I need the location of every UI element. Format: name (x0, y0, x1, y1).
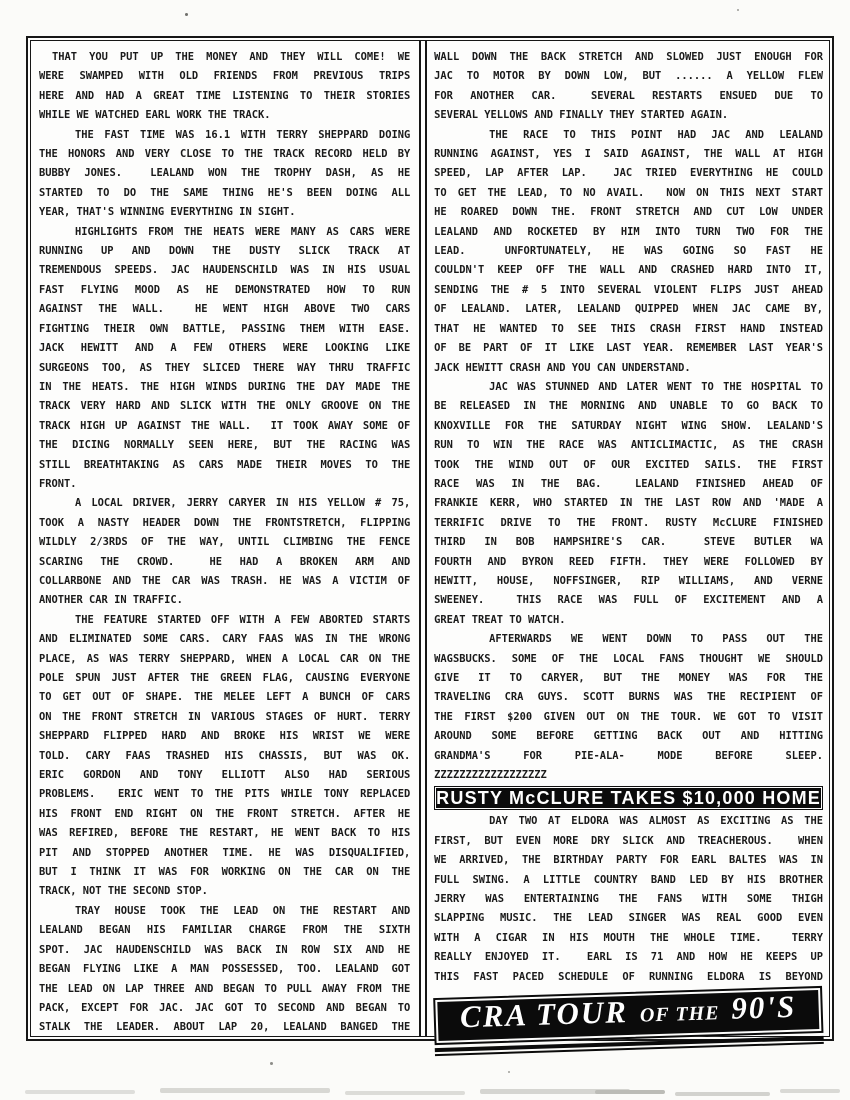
text-line: THE FAST TIME WAS 16.1 WITH TERRY SHEPPARD DOING (75, 128, 411, 141)
text-line: HE ROARED DOWN THE. FRONT STRETCH AND CUT LOW UNDER (434, 206, 823, 219)
text-line: HERE AND HAD A GREAT TIME LISTENING TO THEIR STORIES (39, 89, 411, 102)
text-line: WAGSBUCKS. SOME OF THE LOCAL FANS THOUGHT WE SHOULD (434, 652, 823, 665)
text-line: BEGAN FLYING LIKE A MAN POSSESSED, TOO. LEALAND GOT (39, 963, 411, 976)
scan-smudge (780, 1089, 840, 1093)
text-line: THE LEAD ON LAP THREE AND BEGAN TO PULL AWAY FROM THE (39, 982, 411, 995)
scan-dot (508, 1071, 510, 1073)
text-line: GIVE IT TO CARYER, BUT THE MONEY WAS FOR THE (434, 672, 823, 684)
text-line: WHILE WE WATCHED EARL WORK THE TRACK. (39, 109, 271, 122)
masthead-text-of-the: OF THE (639, 1002, 721, 1027)
text-line: TRAY HOUSE TOOK THE LEAD ON THE RESTART AND (75, 904, 411, 917)
masthead-border (433, 986, 823, 1045)
text-line: TO GET THE LEAD, TO NO AVAIL. NOW ON THIS NEXT START (434, 186, 823, 199)
text-line: FOR ANOTHER CAR. SEVERAL RESTARTS ENSUED DUE TO (434, 89, 823, 102)
text-line: SHEPPARD FLIPPED HARD AND BROKE HIS WRIST WE WERE (39, 730, 411, 743)
cra-tour-masthead (433, 986, 823, 1056)
text-line: WAS REFIRED, BEFORE THE RESTART, HE WENT BACK TO HIS (39, 827, 411, 840)
text-line: TREMENDOUS SPEEDS. JAC HAUDENSCHILD WAS IN HIS USUAL (39, 264, 411, 277)
text-line: JACK HEWITT AND A FEW OTHERS WERE LOOKING LIKE (39, 342, 411, 355)
text-line: TRACK, NOT THE SECOND STOP. (39, 885, 208, 898)
text-line: AND ELIMINATED SOME CARS. CARY FAAS WAS IN THE WRONG (39, 633, 411, 646)
text-line: TRACK VERY HARD AND SLICK WITH THE ONLY GROOVE ON THE (39, 400, 411, 413)
text-line: YEAR, THAT'S WINNING EVERYTHING IN SIGHT. (39, 206, 296, 219)
text-line: PLACE, AS WAS TERRY SHEPPARD, WHEN A LOCAL CAR ON THE (39, 652, 411, 665)
masthead-text-90s: 90'S (730, 988, 797, 1026)
text-line: FIGHTING THEIR OWN BATTLE, PASSING THEM WITH EASE. (39, 322, 411, 335)
text-line: THIS FAST PACED SCHEDULE OF RUNNING ELDORA IS BEYOND (434, 970, 823, 983)
masthead-band (437, 990, 819, 1041)
text-line: JAC TO MOTOR BY DOWN LOW, BUT ...... A YELLOW FLEW (434, 70, 823, 83)
text-line: LEALAND BEGAN HIS FAMILIAR CHARGE FROM THE SIXTH (39, 924, 411, 937)
scan-smudge (160, 1088, 330, 1093)
text-line: THE FEATURE STARTED OFF WITH A FEW ABORTED STARTS (75, 613, 411, 626)
scan-smudge (25, 1090, 135, 1094)
text-line: STILL BREATHTAKING AS CARS MADE THEIR MOVES TO THE (39, 458, 411, 471)
text-line: PACK, EXCEPT FOR JAC. JAC GOT TO SECOND AND BEGAN TO (39, 1001, 411, 1014)
text-line: HIGHLIGHTS FROM THE HEATS WERE MANY AS CARS WERE (75, 225, 411, 238)
text-line: KNOXVILLE FOR THE SATURDAY NIGHT WING SHOW. LEALAND'S (434, 419, 823, 432)
text-line: OF BE PART OF IT LIKE LAST YEAR. REMEMBER LAST YEAR'S (434, 342, 823, 355)
text-line: FOURTH AND BYRON REED FIFTH. THEY WERE FOLLOWED BY (434, 555, 823, 568)
text-line: COULDN'T KEEP OFF THE WALL AND CRASHED HARD INTO IT, (434, 264, 823, 277)
text-line: SENDING THE # 5 INTO SEVERAL VIOLENT FLIPS JUST AHEAD (434, 283, 823, 296)
scan-dot (270, 1062, 273, 1065)
text-line: RUNNING AGAINST, YES I SAID AGAINST, THE WALL AT HIGH (434, 148, 823, 161)
text-line: GRANDMA'S FOR PIE-ALA- MODE BEFORE SLEEP. (434, 749, 823, 762)
text-line: SLAPPING MUSIC. THE LEAD SINGER WAS REAL GOOD EVEN (434, 912, 823, 925)
text-line: SWEENEY. THIS RACE WAS FULL OF EXCITEMENT AND A (434, 594, 823, 607)
text-line: HIS FRONT END RIGHT ON THE FRONT STRETCH. AFTER HE (39, 807, 411, 820)
text-line: JERRY WAS ENTERTAINING THE FANS WITH SOME THIGH (434, 893, 823, 906)
text-line: POLE SPUN JUST AFTER THE GREEN FLAG, CAUSING EVERYONE (39, 672, 411, 684)
frame-inner (30, 40, 830, 1037)
text-line: SCARING THE CROWD. HE HAD A BROKEN ARM AND (39, 555, 411, 568)
text-line: ZZZZZZZZZZZZZZZZZZ (434, 769, 547, 782)
masthead-text-cra-tour: CRA TOUR (459, 994, 629, 1035)
text-line: SPEED, LAP AFTER LAP. JAC TRIED EVERYTHING HE COULD (434, 167, 823, 180)
text-line: IN THE HEATS. THE HIGH WINDS DURING THE DAY MADE THE (39, 380, 411, 393)
text-line: RACE WAS IN THE BAG. LEALAND FINISHED AHEAD OF (434, 477, 823, 490)
text-line: SPOT. JAC HAUDENSCHILD WAS BACK IN ROW SIX AND HE (39, 943, 411, 956)
text-line: HEWITT, HOUSE, NOFFSINGER, RIP WILLIAMS, AND VERNE (434, 574, 823, 587)
text-line: JAC WAS STUNNED AND LATER WENT TO THE HOSPITAL TO (489, 380, 823, 393)
text-line: FAST FLYING MOOD AS HE DEMONSTRATED HOW TO RUN (39, 283, 411, 296)
text-line: COLLARBONE AND THE CAR WAS TRASH. HE WAS A VICTIM OF (39, 574, 411, 587)
text-line: OF LEALAND. LATER, LEALAND QUIPPED WHEN JAC CAME BY, (434, 303, 823, 316)
right-column-text-top (434, 48, 823, 785)
text-line: SEVERAL YELLOWS AND FINALLY THEY STARTED AGAIN. (434, 109, 729, 122)
text-line: LEALAND AND ROCKETED BY HIM INTO TURN TWO FOR THE (434, 225, 823, 238)
text-line: LEAD. UNFORTUNATELY, HE WAS GOING SO FAST HE (434, 245, 823, 258)
text-line: BE RELEASED IN THE MORNING AND UNABLE TO GO BACK TO (434, 400, 823, 413)
scan-smudge (345, 1091, 465, 1095)
column-divider (419, 41, 427, 1036)
text-line: STALK THE LEADER. ABOUT LAP 20, LEALAND BANGED THE (39, 1021, 411, 1034)
text-line: FIRST, BUT EVEN MORE DRY SLICK AND TREACHEROUS. WHEN (434, 834, 823, 847)
text-line: PROBLEMS. ERIC WENT TO THE PITS WHILE TONY REPLACED (39, 788, 411, 801)
text-line: TRACK HIGH UP AGAINST THE WALL. IT TOOK AWAY SOME OF (39, 419, 411, 432)
text-line: SURGEONS TOO, AS THEY SLICED THERE WAY THRU TRAFFIC (39, 361, 411, 374)
text-line: TOOK A NASTY HEADER DOWN THE FRONTSTRETCH, FLIPPING (39, 516, 411, 529)
text-line: AGAINST THE WALL. HE WENT HIGH ABOVE TWO CARS (39, 303, 411, 316)
headline-banner (434, 786, 823, 810)
text-line: THE FIRST $200 GIVEN OUT ON THE TOUR. WE GOT TO VISIT (434, 710, 823, 723)
text-line: ERIC GORDON AND TONY ELLIOTT ALSO HAD SERIOUS (39, 769, 411, 782)
right-column-text-bottom (434, 812, 823, 987)
text-line: THAT HE WANTED TO SEE THIS CRASH FIRST HAND INSTEAD (434, 322, 823, 335)
text-line: WE ARRIVED, THE BIRTHDAY PARTY FOR EARL BALTES WAS IN (434, 854, 823, 867)
text-line: RUNNING UP AND DOWN THE DUSTY SLICK TRACK AT (39, 245, 411, 258)
scan-dot (185, 13, 188, 16)
text-line: TOLD. CARY FAAS TRASHED HIS CHASSIS, BUT WAS OK. (39, 749, 411, 762)
text-line: JACK HEWITT CRASH AND YOU CAN UNDERSTAND. (434, 361, 691, 374)
text-line: DAY TWO AT ELDORA WAS ALMOST AS EXCITING AS THE (489, 815, 823, 828)
page-frame (26, 36, 834, 1041)
left-column-text (31, 41, 419, 1036)
text-line: THIRD IN BOB HAMPSHIRE'S CAR. STEVE BUTLER WA (434, 536, 823, 549)
text-line: STARTED TO DO THE SAME THING HE'S BEEN DOING ALL (39, 186, 411, 199)
text-line: REALLY ENJOYED IT. EARL IS 71 AND HOW HE KEEPS UP (434, 951, 823, 964)
text-line: FRANKIE KERR, WHO STARTED IN THE LAST ROW AND 'MADE A (434, 497, 823, 510)
text-line: TRAVELING CRA GUYS. SCOTT BURNS WAS THE RECIPIENT OF (434, 691, 823, 704)
text-line: TOOK THE WIND OUT OF OUR EXCITED SAILS. THE FIRST (434, 458, 823, 471)
text-line: ANOTHER CAR IN TRAFFIC. (39, 594, 183, 607)
text-line: WILDLY 2/3RDS OF THE WAY, UNTIL CLIMBING THE FENCE (39, 536, 411, 549)
text-line: RUN TO WIN THE RACE WAS ANTICLIMACTIC, AS THE CRASH (434, 439, 823, 452)
text-line: FRONT. (39, 477, 77, 490)
scan-smudge (595, 1090, 665, 1094)
headline-banner-text: RUSTY McCLURE TAKES $10,000 HOME (436, 788, 821, 809)
text-line: A LOCAL DRIVER, JERRY CARYER IN HIS YELLOW # 75, (75, 497, 411, 510)
text-line: PIT AND STOPPED ANOTHER TIME. HE WAS DISQUALIFIED, (39, 846, 411, 859)
scan-smudge (675, 1092, 770, 1096)
text-line: AFTERWARDS WE WENT DOWN TO PASS OUT THE (489, 633, 823, 646)
text-line: TERRIFIC DRIVE TO THE FRONT. RUSTY McCLURE FINISHED (434, 516, 823, 529)
text-line: WITH A CIGAR IN HIS MOUTH THE WHOLE TIME. TERRY (434, 931, 823, 944)
text-line: WALL DOWN THE BACK STRETCH AND SLOWED JUST ENOUGH FOR (434, 51, 823, 63)
text-line: THE RACE TO THIS POINT HAD JAC AND LEALAND (489, 128, 823, 141)
text-line: THE DICING NORMALLY SEEN HERE, BUT THE RACING WAS (39, 439, 411, 452)
text-line: BUT I THINK IT WAS FOR WORKING ON THE CAR ON THE (39, 866, 411, 879)
text-line: FULL SWING. A LITTLE COUNTRY BAND LED BY HIS BROTHER (434, 873, 823, 886)
text-line: WERE SWAMPED WITH OLD FRIENDS FROM PREVIOUS TRIPS (39, 70, 411, 83)
right-column (427, 41, 829, 1036)
scan-dot (737, 9, 739, 11)
text-line: THE HONORS AND VERY CLOSE TO THE TRACK RECORD HELD BY (39, 148, 411, 161)
text-line: ON THE FRONT STRETCH IN VARIOUS STAGES OF HURT. TERRY (39, 710, 411, 723)
text-line: BUBBY JONES. LEALAND WON THE TROPHY DASH, AS HE (39, 167, 411, 180)
text-line: AROUND SOME BEFORE GETTING BACK OUT AND HITTING (434, 730, 823, 743)
text-line: GREAT TREAT TO WATCH. (434, 613, 566, 626)
text-line: TO GET OUT OF SHAPE. THE MELEE LEFT A BUNCH OF CARS (39, 691, 411, 704)
text-line: THAT YOU PUT UP THE MONEY AND THEY WILL COME! WE (52, 51, 411, 63)
